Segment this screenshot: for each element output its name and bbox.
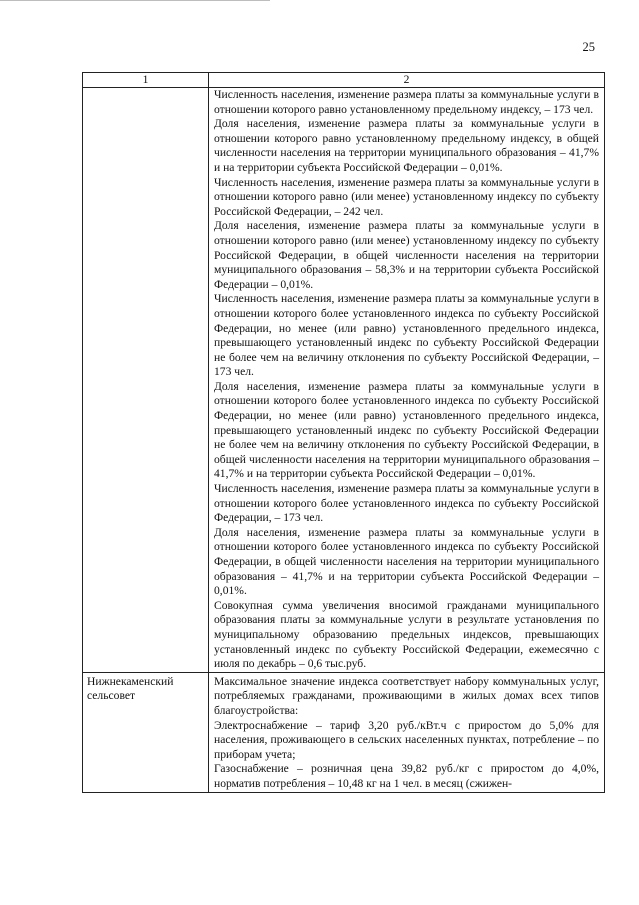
paragraph: Численность населения, изменение размера платы за коммунальные услуги в отношении которого более установленного индекса по субъекту Российской Федерации, но менее (или равно) установленного предельного индекса, превышающего установленный индекс по субъекту Российской Федерации не более чем на величину отклонения по субъекту Российской Федерации, – 173 чел. [214,292,599,379]
paragraph: Доля населения, изменение размера платы за коммунальные услуги в отношении которого более установленного индекса по субъекту Российской Федерации, но менее (или равно) установленного предельного индекса, превышающего установленный индекс по субъекту Российской Федерации не более чем на величину отклонения по субъекту Российской Федерации, в общей численности населения на территории муниципального образования – 41,7% и на территории субъекта Российской Федерации – 0,01%. [214,379,599,481]
paragraph: Доля населения, изменение размера платы за коммунальные услуги в отношении которого равно установленному предельному индексу, в общей численности населения на территории муниципального образования – 41,7% и на территории субъекта Российской Федерации – 0,01%. [214,117,599,174]
top-rule [0,0,270,1]
paragraph: Доля населения, изменение размера платы за коммунальные услуги в отношении которого равно (или менее) установленному индексу по субъекту Российской Федерации, в общей численности населения на территории муниципального образования – 58,3% и на территории субъекта Российской Федерации – 0,01%. [214,219,599,291]
row-content [209,88,605,673]
paragraph: Численность населения, изменение размера платы за коммунальные услуги в отношении которого равно установленному предельному индексу, – 173 чел. [214,88,599,116]
table-row [83,88,605,673]
page-number: 25 [582,40,595,54]
table-row [83,672,605,792]
row-content [209,672,605,792]
paragraph: Численность населения, изменение размера платы за коммунальные услуги в отношении которого более установленного индекса по субъекту Российской Федерации, – 173 чел. [214,482,599,525]
column-header-2: 2 [209,73,605,88]
table-header-row [83,73,605,88]
row-label [83,88,209,673]
paragraph: Газоснабжение – розничная цена 39,82 руб./кг с приростом до 4,0%, норматив потребления – 10,48 кг на 1 чел. в месяц (сжижен- [214,762,599,790]
paragraph: Доля населения, изменение размера платы за коммунальные услуги в отношении которого более установленного индекса по субъекту Российской Федерации, в общей численности населения на территории муниципального образования – 41,7% и на территории субъекта Российской Федерации – 0,01%. [214,525,599,598]
row-label-settlement: Нижнекаменский сельсовет [83,672,209,792]
column-header-1: 1 [83,73,209,88]
paragraph: Максимальное значение индекса соответствует набору коммунальных услуг, потребляемых гражданами, проживающими в жилых домах всех типов благоустройства: [214,674,599,717]
paragraph: Совокупная сумма увеличения вносимой гражданами муниципального образования платы за коммунальные услуги в результате установления по муниципальному образованию предельных индексов, превышающих установленный индекс по субъекту Российской Федерации, ежемесячно с июля по декабрь – 0,6 тыс.руб. [214,598,599,671]
paragraph: Электроснабжение – тариф 3,20 руб./кВт.ч с приростом до 5,0% для населения, проживающего в сельских населенных пунктах, потребление – по приборам учета; [214,718,599,761]
paragraph: Численность населения, изменение размера платы за коммунальные услуги в отношении которого равно (или менее) установленному индексу по субъекту Российской Федерации, – 242 чел. [214,175,599,218]
document-table [82,72,605,793]
